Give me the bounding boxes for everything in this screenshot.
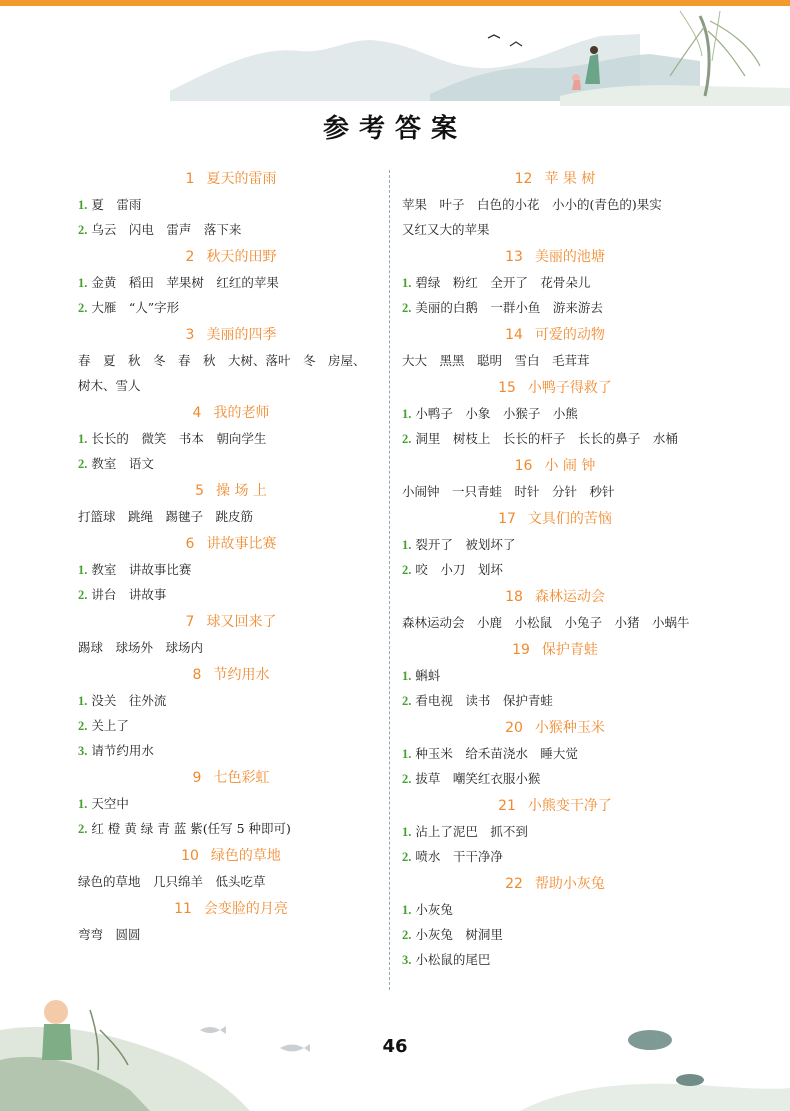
answer-line bbox=[402, 897, 708, 922]
answer-text: 教室 讲故事比赛 bbox=[91, 562, 192, 577]
answer-index: 2. bbox=[402, 432, 412, 446]
section-title: 会变脸的月亮 bbox=[203, 901, 288, 917]
section-heading bbox=[402, 166, 708, 192]
answer-index: 2. bbox=[402, 694, 412, 708]
answer-index: 1. bbox=[78, 198, 88, 212]
section-number: 8 bbox=[192, 667, 202, 683]
answer-line bbox=[402, 741, 708, 766]
section-title: 森林运动会 bbox=[534, 589, 605, 605]
answer-line bbox=[402, 479, 708, 504]
section-title: 美丽的四季 bbox=[206, 327, 277, 343]
answer-index: 2. bbox=[78, 223, 88, 237]
answer-text: 长长的 微笑 书本 朝向学生 bbox=[91, 431, 267, 446]
answer-text: 拔草 嘲笑红衣服小猴 bbox=[415, 771, 541, 786]
answer-index: 1. bbox=[402, 903, 412, 917]
page-title: 参考答案 bbox=[322, 114, 467, 144]
section-heading bbox=[78, 765, 384, 791]
section-number: 21 bbox=[498, 798, 516, 814]
answer-text: 乌云 闪电 雷声 落下来 bbox=[91, 222, 242, 237]
answer-line bbox=[402, 270, 708, 295]
answer-index: 2. bbox=[78, 719, 88, 733]
answer-index: 1. bbox=[402, 669, 412, 683]
answer-line bbox=[402, 766, 708, 791]
answer-text: 碧绿 粉红 全开了 花骨朵儿 bbox=[415, 275, 591, 290]
section-heading bbox=[78, 244, 384, 270]
section-title: 小 闹 钟 bbox=[544, 458, 596, 474]
answer-text: 教室 语文 bbox=[91, 456, 154, 471]
section-title: 绿色的草地 bbox=[210, 848, 281, 864]
section-number: 15 bbox=[498, 380, 516, 396]
answer-line bbox=[402, 610, 708, 635]
answer-line bbox=[78, 348, 384, 373]
section-number: 4 bbox=[192, 405, 202, 421]
answer-line bbox=[78, 557, 384, 582]
section-title: 苹 果 树 bbox=[544, 171, 596, 187]
answer-text: 春 夏 秋 冬 春 秋 大树、落叶 冬 房屋、 bbox=[78, 353, 366, 368]
section-heading bbox=[78, 322, 384, 348]
answer-text: 没关 往外流 bbox=[91, 693, 167, 708]
section-number: 17 bbox=[498, 511, 516, 527]
section-title: 小熊变干净了 bbox=[527, 798, 612, 814]
section-number: 3 bbox=[185, 327, 195, 343]
section-number: 7 bbox=[185, 614, 195, 630]
answer-index: 1. bbox=[402, 825, 412, 839]
answer-line bbox=[402, 217, 708, 242]
section-heading bbox=[402, 506, 708, 532]
answer-text: 绿色的草地 几只绵羊 低头吃草 bbox=[78, 874, 266, 889]
answer-index: 2. bbox=[402, 563, 412, 577]
answer-index: 1. bbox=[402, 276, 412, 290]
answer-line bbox=[402, 295, 708, 320]
answer-line bbox=[78, 713, 384, 738]
answer-line bbox=[78, 688, 384, 713]
section-number: 16 bbox=[514, 458, 533, 474]
answer-line bbox=[78, 217, 384, 242]
section-heading bbox=[78, 662, 384, 688]
answer-line bbox=[402, 557, 708, 582]
answer-index: 2. bbox=[78, 301, 88, 315]
section-heading bbox=[402, 375, 708, 401]
section-number: 22 bbox=[505, 876, 523, 892]
answer-line bbox=[402, 663, 708, 688]
answer-text: 踢球 球场外 球场内 bbox=[78, 640, 204, 655]
answer-line bbox=[78, 922, 384, 947]
answer-text: 讲台 讲故事 bbox=[91, 587, 167, 602]
section-number: 20 bbox=[505, 720, 523, 736]
answer-index: 1. bbox=[402, 538, 412, 552]
answer-index: 2. bbox=[402, 772, 412, 786]
section-heading bbox=[402, 244, 708, 270]
left-answer-column bbox=[78, 164, 384, 947]
answer-line bbox=[78, 192, 384, 217]
section-heading bbox=[402, 453, 708, 479]
section-number: 18 bbox=[505, 589, 523, 605]
answer-line bbox=[402, 688, 708, 713]
answer-line bbox=[78, 451, 384, 476]
section-title: 七色彩虹 bbox=[213, 770, 270, 786]
section-heading bbox=[402, 637, 708, 663]
section-title: 节约用水 bbox=[213, 667, 270, 683]
section-title: 操 场 上 bbox=[216, 483, 267, 499]
section-heading bbox=[78, 400, 384, 426]
answer-text: 金黄 稻田 苹果树 红红的苹果 bbox=[91, 275, 279, 290]
answer-text: 美丽的白鹅 一群小鱼 游来游去 bbox=[415, 300, 603, 315]
answer-index: 2. bbox=[78, 822, 88, 836]
answer-text: 小灰兔 树洞里 bbox=[415, 927, 503, 942]
answer-line bbox=[78, 791, 384, 816]
answer-line bbox=[78, 504, 384, 529]
answer-line bbox=[402, 947, 708, 972]
answer-text: 大雁 “人”字形 bbox=[91, 300, 180, 315]
answer-index: 3. bbox=[402, 953, 412, 967]
section-number: 9 bbox=[192, 770, 202, 786]
answer-text: 大大 黑黑 聪明 雪白 毛茸茸 bbox=[402, 353, 590, 368]
section-heading bbox=[78, 896, 384, 922]
answer-text: 咬 小刀 划坏 bbox=[415, 562, 503, 577]
answer-line bbox=[402, 819, 708, 844]
answer-text: 小闹钟 一只青蛙 时针 分针 秒针 bbox=[402, 484, 615, 499]
section-number: 13 bbox=[505, 249, 523, 265]
section-heading bbox=[78, 478, 384, 504]
answer-text: 打篮球 跳绳 踢毽子 跳皮筋 bbox=[78, 509, 254, 524]
column-divider bbox=[389, 170, 390, 990]
section-heading bbox=[78, 531, 384, 557]
answer-index: 1. bbox=[78, 694, 88, 708]
answer-index: 1. bbox=[78, 432, 88, 446]
header-landscape-illustration bbox=[0, 6, 790, 106]
answer-line bbox=[402, 192, 708, 217]
answer-index: 2. bbox=[402, 850, 412, 864]
answer-text: 喷水 干干净净 bbox=[415, 849, 503, 864]
answer-line bbox=[402, 348, 708, 373]
answer-text: 弯弯 圆圆 bbox=[78, 927, 141, 942]
answer-line bbox=[402, 922, 708, 947]
answer-text: 种玉米 给禾苗浇水 睡大觉 bbox=[415, 746, 578, 761]
answer-text: 关上了 bbox=[91, 718, 129, 733]
answer-text: 蝌蚪 bbox=[415, 668, 441, 683]
page-number: 46 bbox=[382, 1036, 408, 1057]
section-title: 我的老师 bbox=[213, 405, 270, 421]
answer-index: 2. bbox=[78, 457, 88, 471]
section-heading bbox=[78, 166, 384, 192]
answer-index: 1. bbox=[78, 797, 88, 811]
section-title: 文具们的苦恼 bbox=[527, 511, 612, 527]
section-title: 小鸭子得救了 bbox=[527, 380, 612, 396]
section-number: 14 bbox=[505, 327, 523, 343]
section-number: 12 bbox=[514, 171, 533, 187]
section-title: 保护青蛙 bbox=[541, 642, 598, 658]
section-number: 19 bbox=[512, 642, 530, 658]
answer-index: 2. bbox=[402, 928, 412, 942]
answer-line bbox=[78, 869, 384, 894]
answer-line bbox=[78, 373, 384, 398]
answer-line bbox=[402, 401, 708, 426]
section-number: 6 bbox=[185, 536, 195, 552]
answer-text: 看电视 读书 保护青蛙 bbox=[415, 693, 553, 708]
section-title: 可爱的动物 bbox=[534, 327, 605, 343]
answer-text: 请节约用水 bbox=[91, 743, 154, 758]
answer-line bbox=[78, 816, 384, 841]
answer-line bbox=[78, 635, 384, 660]
answer-text: 小鸭子 小象 小猴子 小熊 bbox=[415, 406, 578, 421]
answer-line bbox=[78, 582, 384, 607]
section-title: 夏天的雷雨 bbox=[206, 171, 277, 187]
section-title: 讲故事比赛 bbox=[206, 536, 277, 552]
answer-line bbox=[78, 426, 384, 451]
answer-index: 1. bbox=[402, 747, 412, 761]
section-heading bbox=[78, 843, 384, 869]
section-number: 10 bbox=[181, 848, 199, 864]
section-heading bbox=[402, 871, 708, 897]
right-answer-column bbox=[402, 164, 708, 972]
section-title: 秋天的田野 bbox=[206, 249, 277, 265]
answer-text: 天空中 bbox=[91, 796, 129, 811]
answer-text: 苹果 叶子 白色的小花 小小的(青色的)果实 bbox=[402, 197, 662, 212]
section-title: 帮助小灰兔 bbox=[534, 876, 605, 892]
answer-line bbox=[78, 295, 384, 320]
answer-index: 1. bbox=[78, 563, 88, 577]
answer-line bbox=[78, 270, 384, 295]
answer-text: 洞里 树枝上 长长的杆子 长长的鼻子 水桶 bbox=[415, 431, 678, 446]
section-number: 2 bbox=[185, 249, 195, 265]
section-heading bbox=[402, 584, 708, 610]
answer-text: 又红又大的苹果 bbox=[402, 222, 490, 237]
section-number: 5 bbox=[195, 483, 204, 499]
section-heading bbox=[402, 715, 708, 741]
answer-index: 1. bbox=[78, 276, 88, 290]
answer-text: 森林运动会 小鹿 小松鼠 小兔子 小猪 小蜗牛 bbox=[402, 615, 690, 630]
answer-index: 2. bbox=[78, 588, 88, 602]
answer-text: 裂开了 被划坏了 bbox=[415, 537, 516, 552]
section-heading bbox=[78, 609, 384, 635]
answer-text: 沾上了泥巴 抓不到 bbox=[415, 824, 528, 839]
section-heading bbox=[402, 322, 708, 348]
section-number: 1 bbox=[185, 171, 195, 187]
section-title: 小猴种玉米 bbox=[534, 720, 605, 736]
section-number: 11 bbox=[174, 901, 192, 917]
answer-text: 夏 雷雨 bbox=[91, 197, 142, 212]
answer-line bbox=[402, 844, 708, 869]
answer-text: 树木、雪人 bbox=[78, 378, 141, 393]
answer-text: 小松鼠的尾巴 bbox=[415, 952, 491, 967]
answer-line bbox=[78, 738, 384, 763]
section-title: 美丽的池塘 bbox=[534, 249, 605, 265]
answer-index: 3. bbox=[78, 744, 88, 758]
section-title: 球又回来了 bbox=[206, 614, 277, 630]
answer-index: 1. bbox=[402, 407, 412, 421]
answer-text: 小灰兔 bbox=[415, 902, 453, 917]
answer-index: 2. bbox=[402, 301, 412, 315]
section-heading bbox=[402, 793, 708, 819]
answer-line bbox=[402, 532, 708, 557]
answer-text: 红 橙 黄 绿 青 蓝 紫(任写 5 种即可) bbox=[91, 821, 291, 836]
answer-line bbox=[402, 426, 708, 451]
